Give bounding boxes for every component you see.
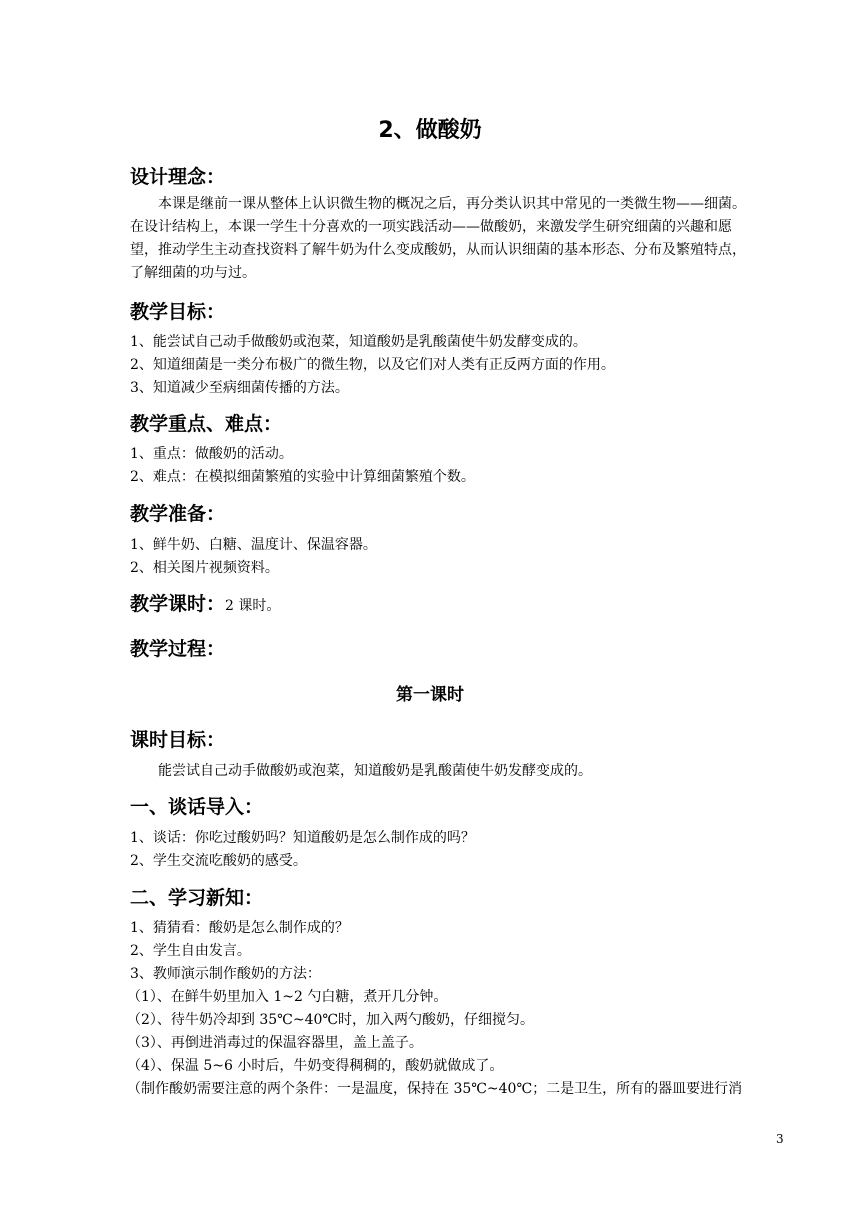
learn-note: （制作酸奶需要注意的两个条件：一是温度，保持在 35℃~40℃；二是卫生，所有的器皿要进行消 (127, 1081, 743, 1097)
keypoint-item: 2、难点：在模拟细菌繁殖的实验中计算细菌繁殖个数。 (130, 469, 475, 485)
keypoints-heading: 教学重点、难点： (130, 413, 283, 435)
keypoint-item: 1、重点：做酸奶的活动。 (130, 446, 293, 462)
intro-heading: 一、谈话导入： (130, 796, 264, 818)
prep-item: 1、鲜牛奶、白糖、温度计、保温容器。 (130, 537, 377, 553)
learn-step: （3）、再倒进消毒过的保温容器里，盖上盖子。 (127, 1035, 423, 1051)
goals-heading: 教学目标： (130, 301, 226, 323)
learn-step: （2）、待牛奶冷却到 35℃~40℃时，加入两勺酸奶，仔细搅匀。 (127, 1012, 535, 1028)
design-paragraph (130, 193, 794, 285)
intro-item: 2、学生交流吃酸奶的感受。 (130, 853, 307, 869)
lesson1-title: 第一课时 (396, 685, 464, 705)
goal-item: 3、知道减少至病细菌传播的方法。 (130, 380, 349, 396)
prep-heading: 教学准备： (130, 503, 226, 525)
lesson-title: 2、做酸奶 (378, 118, 482, 143)
learn-step: （1）、在鲜牛奶里加入 1~2 勺白糖，煮开几分钟。 (127, 989, 448, 1005)
goal-item: 1、能尝试自己动手做酸奶或泡菜，知道酸奶是乳酸菌使牛奶发酵变成的。 (130, 334, 587, 350)
design-line: 在设计结构上，本课一学生十分喜欢的一项实践活动——做酸奶，来激发学生研究细菌的兴趣和愿 (130, 219, 732, 235)
design-line: 望，推动学生主动查找资料了解牛奶为什么变成酸奶，从而认识细菌的基本形态、分布及繁殖特点， (130, 242, 746, 258)
design-line: 了解细菌的功与过。 (130, 265, 256, 281)
learn-heading: 二、学习新知： (130, 887, 264, 909)
prep-item: 2、相关图片视频资料。 (130, 560, 279, 576)
goal-item: 2、知道细菌是一类分布极广的微生物，以及它们对人类有正反两方面的作用。 (130, 357, 615, 373)
learn-item: 1、猜猜看：酸奶是怎么制作成的？ (130, 920, 349, 936)
hours-row (130, 589, 280, 616)
lesson1-goal-heading: 课时目标： (130, 729, 226, 751)
lesson1-goal-text: 能尝试自己动手做酸奶或泡菜，知道酸奶是乳酸菌使牛奶发酵变成的。 (158, 763, 592, 779)
hours-heading: 教学课时： (130, 593, 226, 615)
design-heading: 设计理念： (130, 166, 226, 188)
hours-value: 2 课时。 (225, 598, 281, 614)
learn-item: 3、教师演示制作酸奶的方法： (130, 966, 321, 982)
page-number: 3 (776, 1132, 784, 1146)
process-heading: 教学过程： (130, 638, 226, 660)
intro-item: 1、谈话：你吃过酸奶吗？知道酸奶是怎么制作成的吗？ (130, 830, 475, 846)
design-line: 本课是继前一课从整体上认识微生物的概况之后，再分类认识其中常见的一类微生物——细菌。 (158, 196, 746, 212)
learn-step: （4）、保温 5~6 小时后，牛奶变得稠稠的，酸奶就做成了。 (127, 1058, 504, 1074)
learn-item: 2、学生自由发言。 (130, 943, 251, 959)
